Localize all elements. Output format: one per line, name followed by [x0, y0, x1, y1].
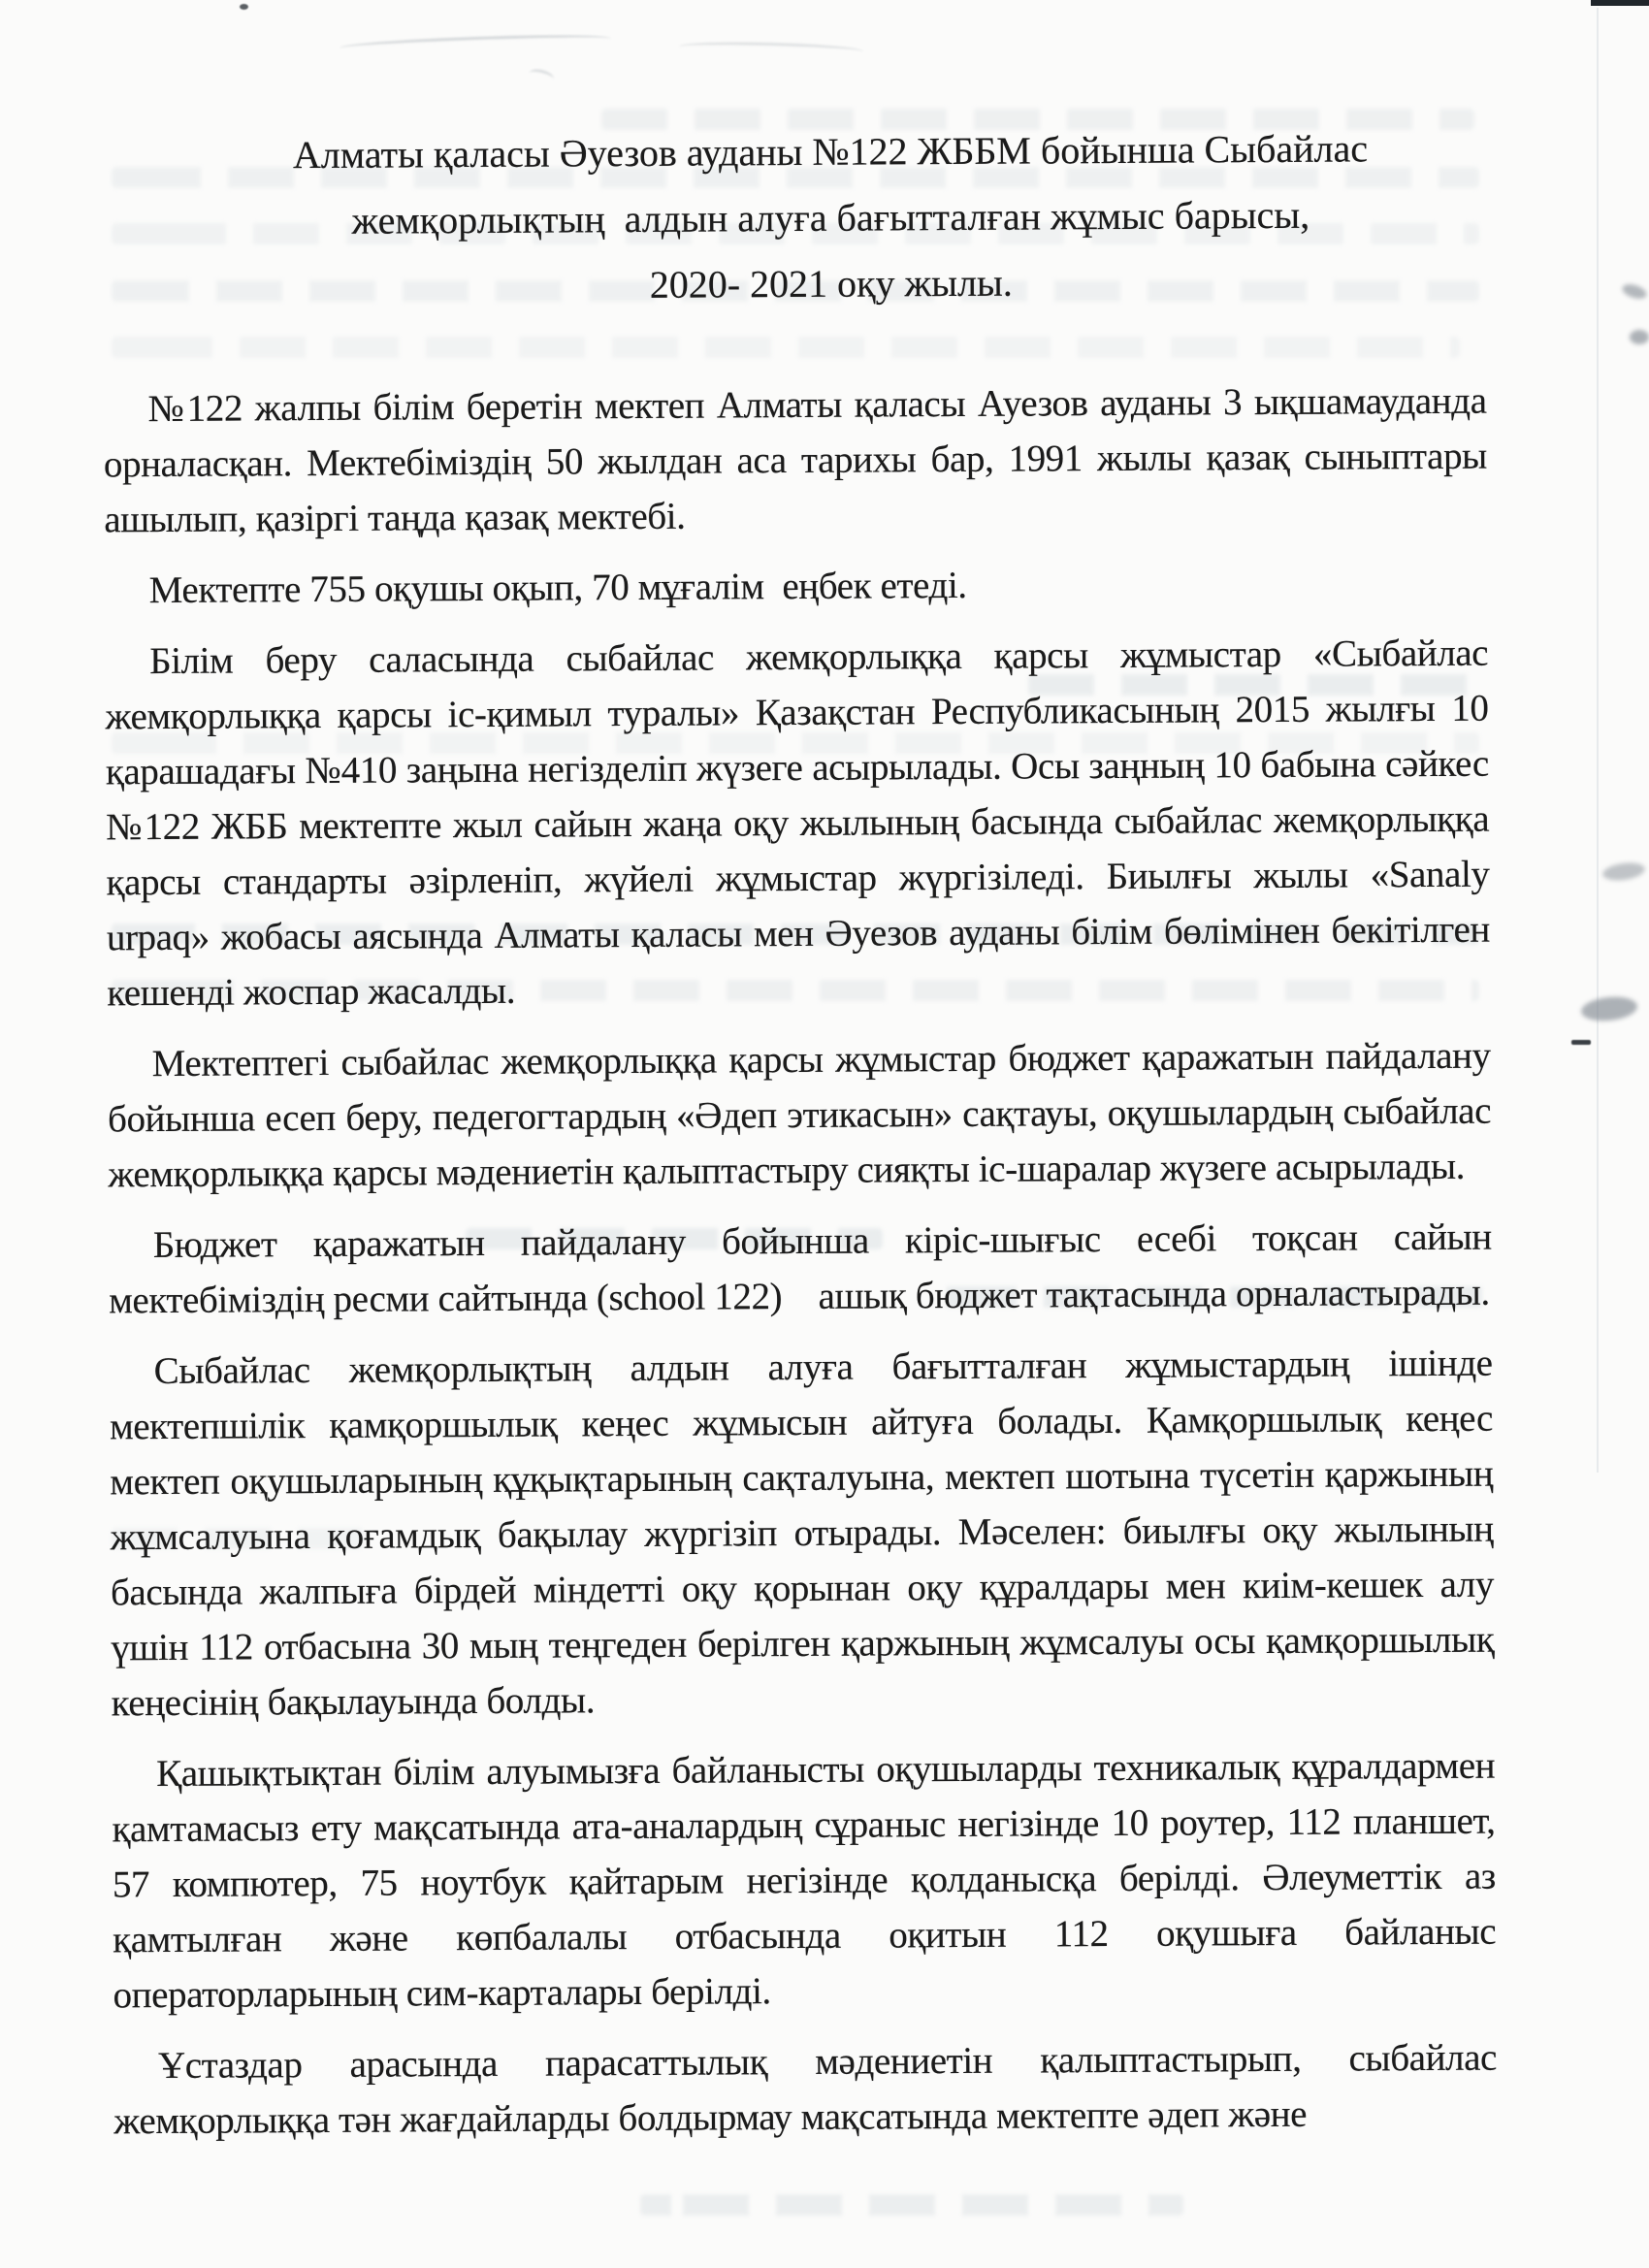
title-line: Алматы қаласы Әуезов ауданы №122 ЖББМ бойынша Сыбайлас	[292, 126, 1369, 178]
paragraph: Бюджет қаражатын пайдалану бойынша кіріс-шығыс есебі тоқсан сайын мектебіміздің ресми сайтында (school 122) ашық бюджет тақтасында орналастырады.	[109, 1215, 1492, 1322]
paragraph: Мектепте 755 оқушы оқып, 70 мұғалім еңбек етеді.	[148, 564, 967, 612]
bleedthrough-artifact	[640, 2194, 1183, 2216]
title-line: 2020- 2021 оқу жылы.	[649, 260, 1013, 307]
paragraph: Мектептегі сыбайлас жемқорлыққа қарсы жұмыстар бюджет қаражатын пайдалану бойынша есеп беру, педегогтардың «Әдеп этикасын» сақтауы, оқушылардың сыбайлас жемқорлыққа қарсы мәдениетін қалыптастыру сияқты іс-шаралар жүзеге асырылады.	[107, 1034, 1492, 1196]
title-line: жемқорлықтың алдын алуға бағытталған жұмыс барысы,	[351, 192, 1310, 243]
paragraph: Қашықтықтан білім алуымызға байланысты оқушыларды техникалық құралдармен қамтамасыз ету мақсатында ата-аналардың сұраныс негізінде 10 роутер, 112 планшет, 57 компютер, 75 ноутбук қайтарым негізінде қолданысқа берілді. Әлеуметтік аз қамтылған және көпбалалы отбасында оқитын 112 оқушыға байланыс операторларының сим-карталары берілді.	[112, 1744, 1497, 2017]
paragraph: Ұстаздар арасында парасаттылық мәдениетін қалыптастырып, сыбайлас жемқорлыққа тән жағдайларды болдырмау мақсатында мектепте әдеп және	[113, 2036, 1498, 2143]
document-title	[176, 115, 1486, 321]
paragraph: №122 жалпы білім беретін мектеп Алматы қаласы Ауезов ауданы 3 ықшамауданда орналасқан. Мектебіміздің 50 жылдан аса тарихы бар, 1991 жылы қазақ сыныптары ашылып, қазіргі таңда қазақ мектебі.	[103, 379, 1488, 541]
paragraph: Сыбайлас жемқорлықтың алдын алуға бағытталған жұмыстардың ішінде мектепшілік қамқоршылық кеңес жұмысын айтуға болады. Қамқоршылық кеңес мектеп оқушыларының құқықтарының сақталуына, мектеп шотына түсетін қаржының жұмсалуына қоғамдық бақылау жүргізіп отырады. Мәселен: биылғы оқу жылының басында жалпыға бірдей міндетті оқу қорынан оқу құралдары мен киім-кешек алу үшін 112 отбасына 30 мың теңгеден берілген қаржының жұмсалуы осы қамқоршылық кеңесінің бақылауында болды.	[109, 1342, 1495, 1725]
paragraph: Білім беру саласында сыбайлас жемқорлыққа қарсы жұмыстар «Сыбайлас жемқорлыққа қарсы іс-қимыл туралы» Қазақстан Республикасының 2015 жылғы 10 қарашадағы №410 заңына негізделіп жүзеге асырылады. Осы заңның 10 бабына сәйкес №122 ЖББ мектепте жыл сайын жаңа оқу жылының басында сыбайлас жемқорлыққа қарсы стандарты әзірленіп, жүйелі жұмыстар жүргізіледі. Биылғы жылы «Sanaly urpaq» жобасы аясында Алматы қаласы мен Әуезов ауданы білім бөлімінен бекітілген кешенді жоспар жасалды.	[105, 632, 1491, 1015]
